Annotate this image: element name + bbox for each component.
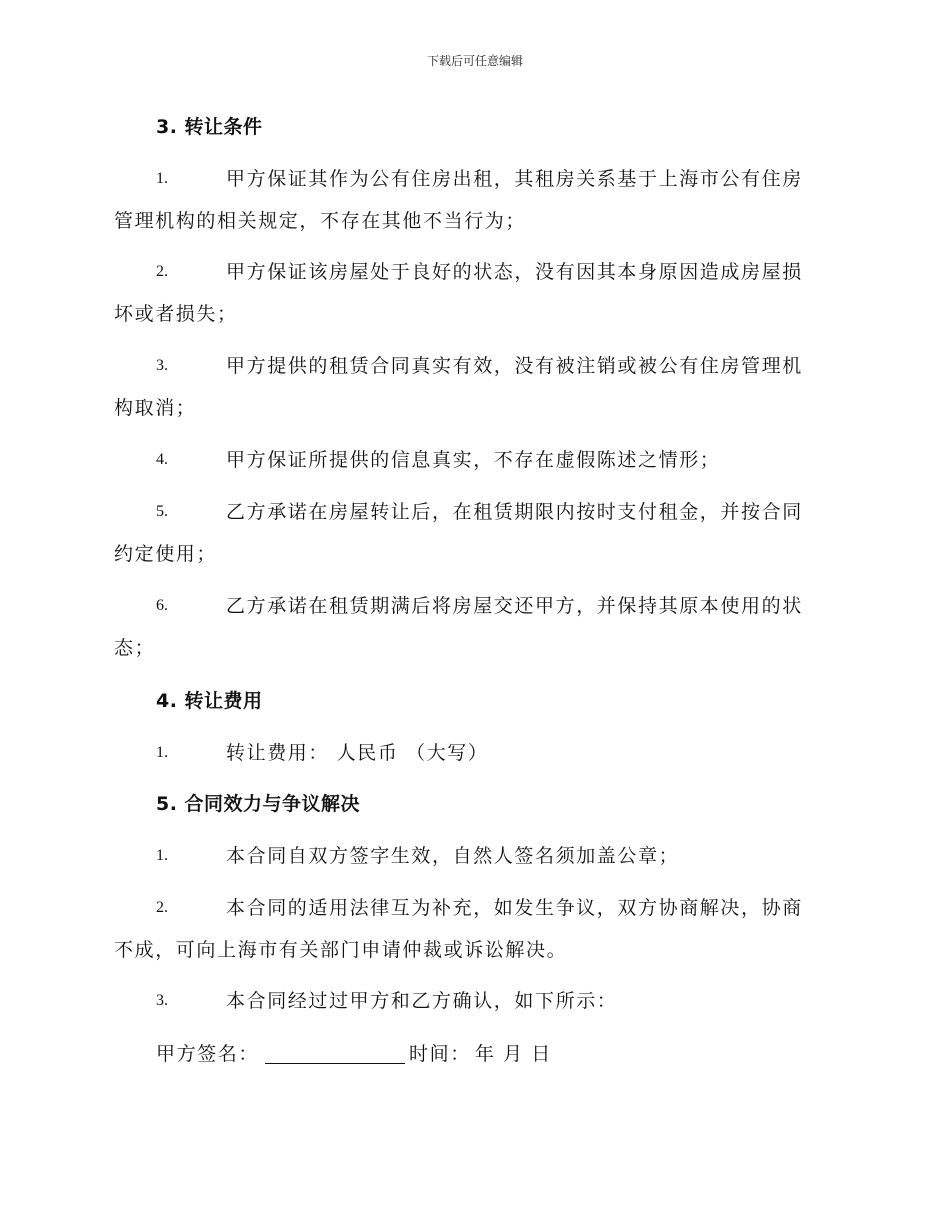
page-header: 下载后可任意编辑 [426,54,523,68]
item-text-line2: 坏或者损失； [114,303,238,325]
item-text-line2: 管理机构的相关规定，不存在其他不当行为； [114,210,527,232]
item-number: 3. [156,357,168,374]
item-text-line1: 本合同经过过甲方和乙方确认，如下所示： [226,990,618,1012]
time-label: 时间： [409,1043,471,1065]
item-number: 1. [156,170,168,187]
section-5-title: 5. 合同效力与争议解决 [156,793,361,815]
item-number: 5. [156,503,168,520]
item-number: 2. [156,263,168,280]
signature-label: 甲方签名： [156,1043,260,1065]
item-text-line1: 甲方保证该房屋处于良好的状态，没有因其本身原因造成房屋损 [226,261,803,283]
item-text-line2: 态； [114,637,156,659]
item-number: 6. [156,597,168,614]
item-number: 2. [156,899,168,916]
signature-row [156,1041,552,1067]
item-text-line1: 甲方提供的租赁合同真实有效，没有被注销或被公有住房管理机 [226,355,803,377]
item-number: 3. [156,992,168,1009]
item-number: 4. [156,451,168,468]
item-text-line1: 本合同自双方签字生效，自然人签名须加盖公章； [226,845,680,867]
item-text-line1: 本合同的适用法律互为补充，如发生争议，双方协商解决，协商 [226,897,803,919]
item-number: 1. [156,744,168,761]
item-text-line2: 不成，可向上海市有关部门申请仲裁或诉讼解决。 [114,939,568,961]
item-text-line1: 甲方保证所提供的信息真实，不存在虚假陈述之情形； [226,449,721,471]
item-text-line2: 约定使用； [114,543,218,565]
item-text-line1: 转让费用： 人民币 （大写） [226,742,489,764]
item-text-line1: 甲方保证其作为公有住房出租，其租房关系基于上海市公有住房 [226,168,803,190]
section-3-title: 3. 转让条件 [156,116,263,138]
signature-blank-line[interactable] [265,1045,405,1064]
date-text: 年 月 日 [474,1043,552,1065]
section-4-title: 4. 转让费用 [156,690,263,712]
item-text-line1: 乙方承诺在房屋转让后，在租赁期限内按时支付租金，并按合同 [226,501,803,523]
item-number: 1. [156,847,168,864]
item-text-line1: 乙方承诺在租赁期满后将房屋交还甲方，并保持其原本使用的状 [226,595,803,617]
item-text-line2: 构取消； [114,397,197,419]
